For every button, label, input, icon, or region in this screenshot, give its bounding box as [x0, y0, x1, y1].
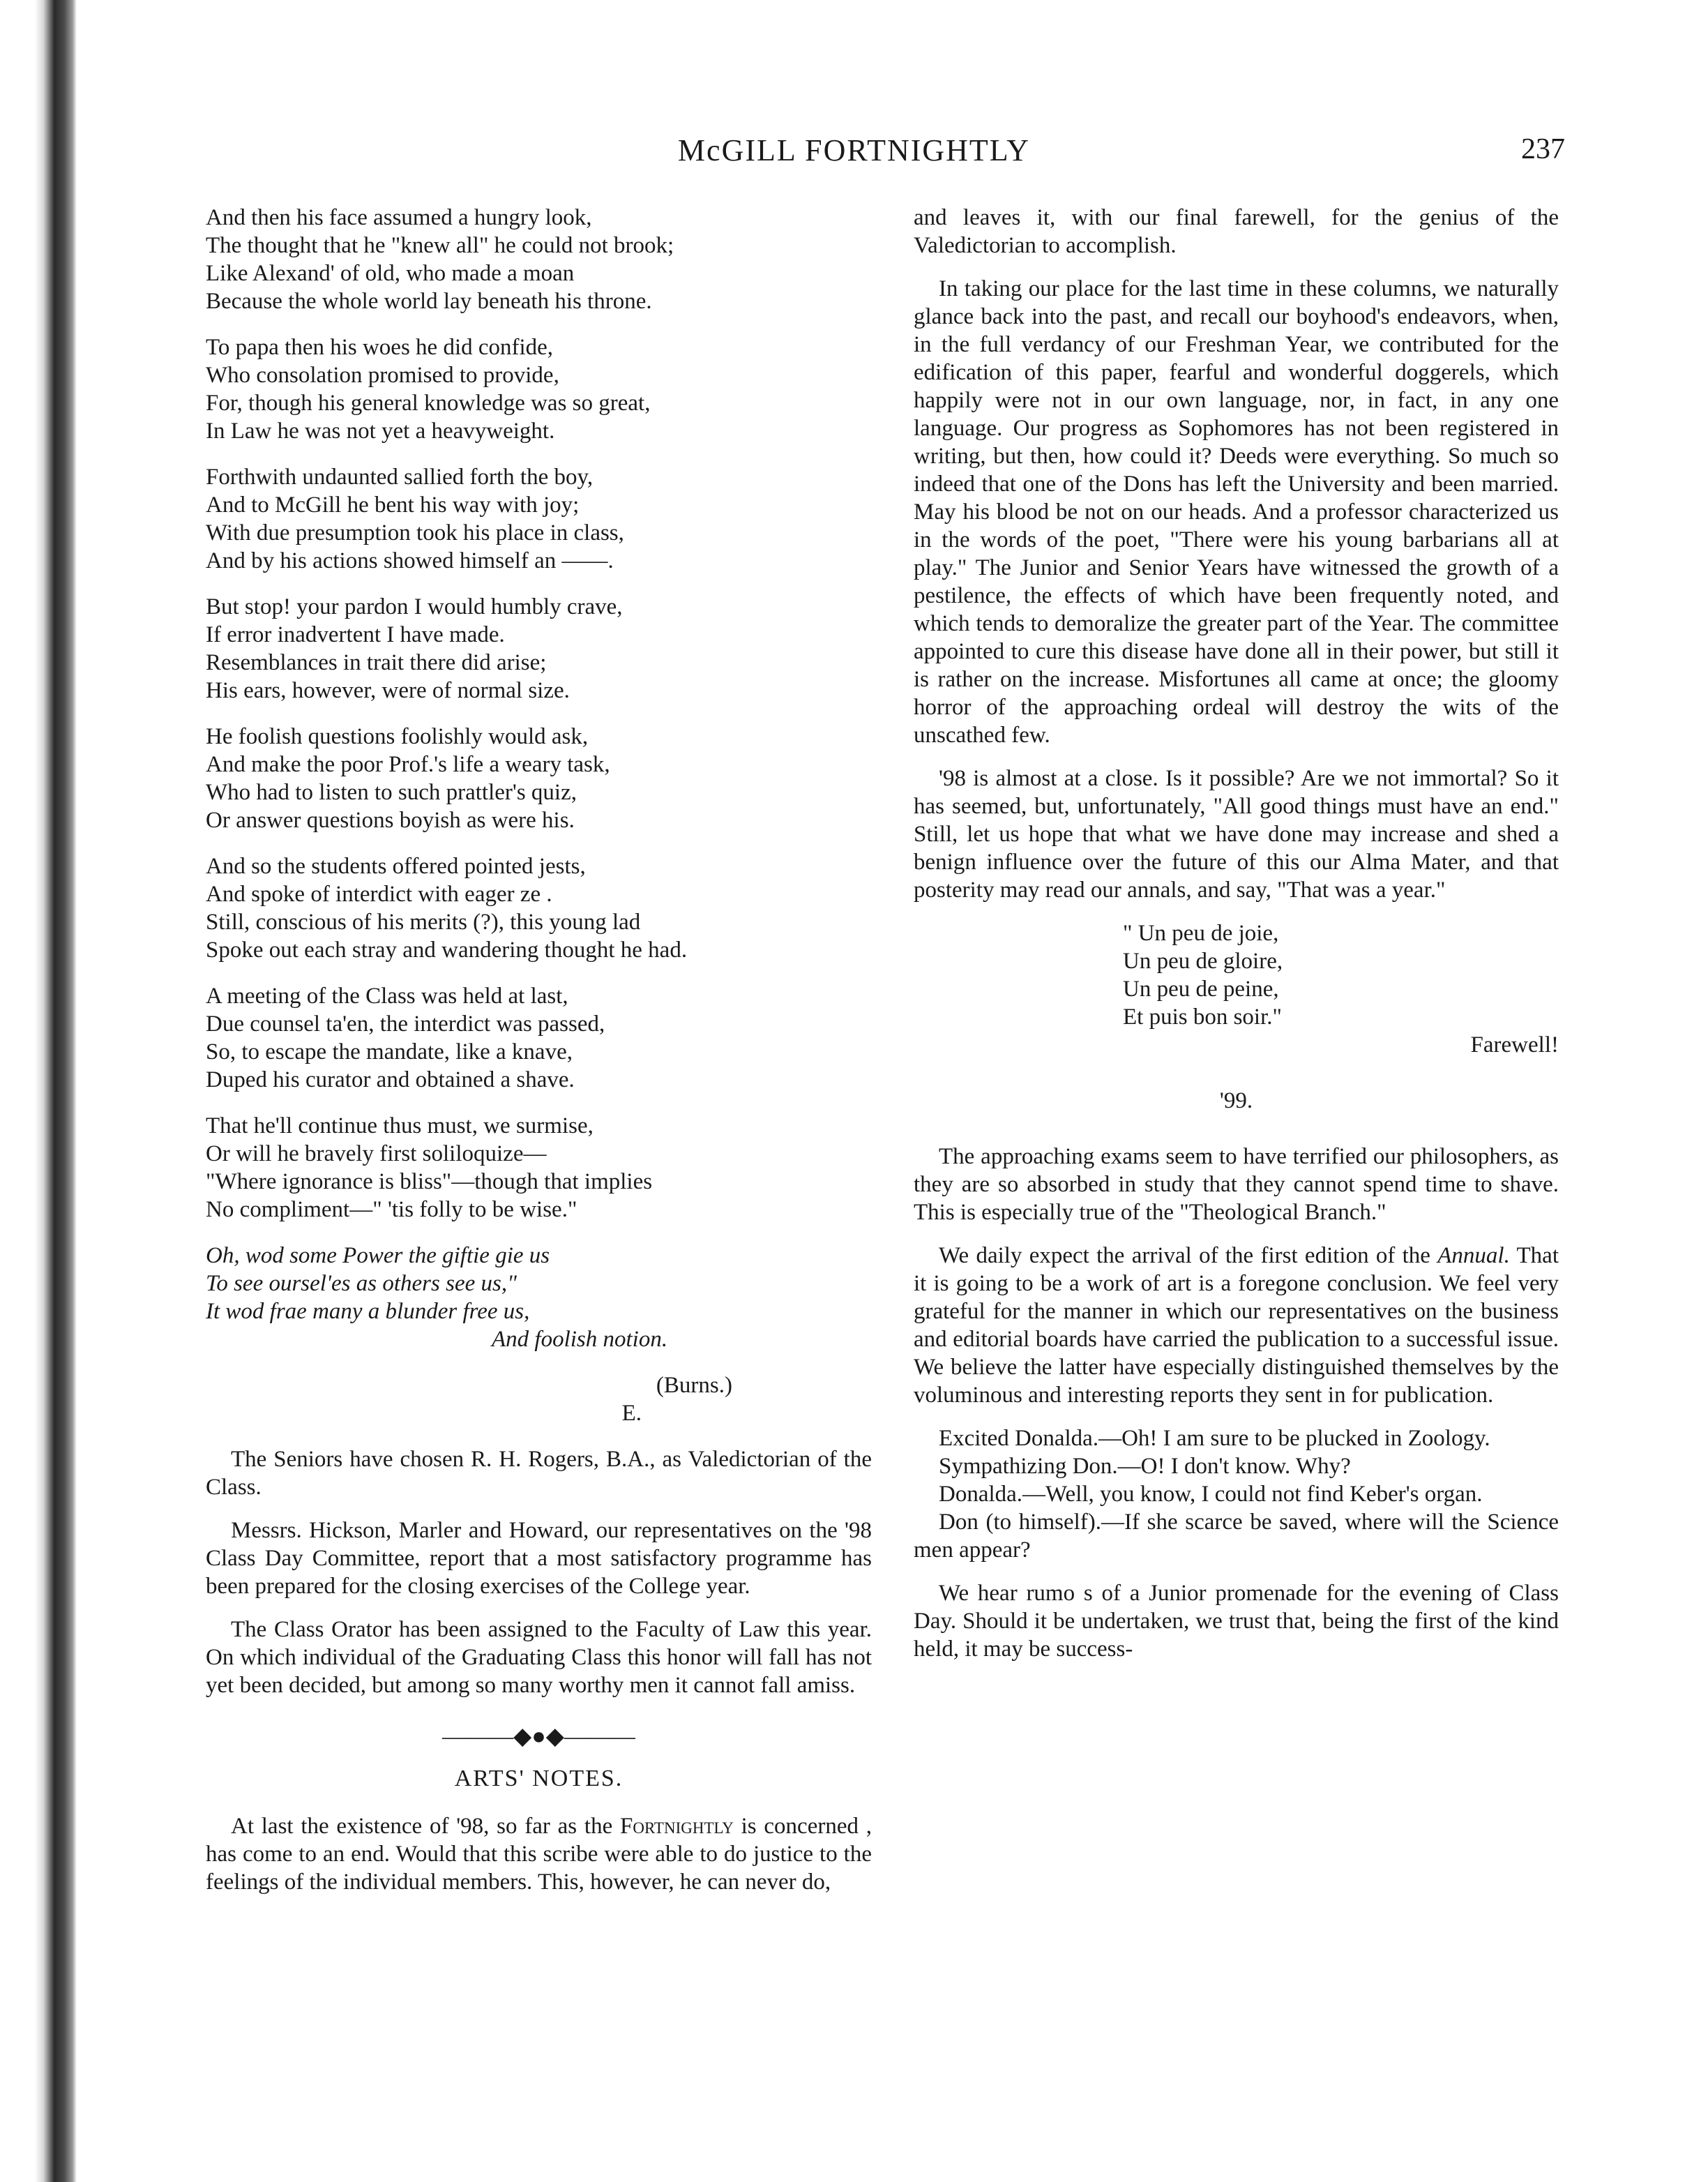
poem-line: Forthwith undaunted sallied forth the boy, [206, 465, 594, 490]
poem-line: So, to escape the mandate, like a knave, [206, 1039, 573, 1064]
poem-line: And by his actions showed himself an ——. [206, 548, 614, 573]
poem-line: Resemblances in trait there did arise; [206, 650, 547, 675]
poem-line: Like Alexand' of old, who made a moan [206, 261, 575, 286]
paragraph: Messrs. Hickson, Marler and Howard, our representatives on the '98 Class Day Committee, report that a most satisfactory programme has been prepared for the closing exercises of the College year. [206, 1518, 872, 1599]
poem-stanza [206, 723, 872, 834]
poem-line: And make the poor Prof.'s life a weary task, [206, 752, 610, 777]
paragraph: In taking our place for the last time in these columns, we naturally glance back into the past, and recall our boyhood's endeavors, when, in the full verdancy of our Freshman Year, we contributed for the edification of this paper, fearful and wonderful doggerels, which happily were not in our own language, nor, in fact, in any one language. Our progress as Sophomores has not been registered in writing, but then, how could it? Deeds were everything. So much so indeed that one of the Dons has left the University and been married. May his blood be not on our heads. And a professor characterized us in the words of the poet, "There were his young barbarians all at play." The Junior and Senior Years have witnessed the growth of a pestilence, the effects of which have been frequently noted, and which tends to demoralize the greater part of the Year. The committee appointed to cure this disease have done all in their power, but still it is rather on the increase. Misfortunes all came at once; the gloomy horror of the approaching ordeal will destroy the wits of the unscathed few. [914, 276, 1559, 748]
poem-line: Still, conscious of his merits (?), this young lad [206, 910, 641, 935]
poem-line: No compliment—" 'tis folly to be wise." [206, 1197, 577, 1222]
farewell-signoff: Farewell! [1470, 1032, 1559, 1058]
poem-line: And to McGill he bent his way with joy; [206, 492, 580, 518]
paragraph: We hear rumo s of a Junior promenade for the evening of Class Day. Should it be undertaken, we trust that, being the first of the kind held, it may be success- [914, 1581, 1559, 1662]
book-binding-edge [0, 0, 77, 2182]
poem-signature: E. [621, 1401, 642, 1426]
quote-source: (Burns.) [656, 1373, 732, 1398]
text-run: That it is going to be a work of art is a foregone conclusion. We feel very grateful for the manner in which our representatives on the business and editorial boards have carried the publication to a successful issue. We believe the latter have especially distinguished themselves by the voluminous and interesting reports they sent in for publication. [914, 1243, 1559, 1408]
poem-line: "Where ignorance is bliss"—though that implies [206, 1169, 653, 1194]
dialogue-line: Don (to himself).—If she scarce be saved, where will the Science men appear? [914, 1510, 1559, 1563]
verse-line: Un peu de peine, [1123, 977, 1279, 1002]
poem-line: Or answer questions boyish as were his. [206, 808, 575, 833]
left-column [206, 204, 872, 1911]
poem-stanza [206, 982, 872, 1094]
french-verse [1123, 919, 1559, 1031]
burns-quote [206, 1242, 872, 1353]
poem-line: But stop! your pardon I would humbly crave, [206, 594, 623, 619]
poem-stanza [206, 852, 872, 964]
page-header [0, 133, 1708, 181]
poem-line: Who had to listen to such prattler's quiz, [206, 780, 577, 805]
dialogue-line: Donalda.—Well, you know, I could not find Keber's organ. [939, 1482, 1483, 1507]
poem-stanza [206, 333, 872, 445]
poem-line: That he'll continue thus must, we surmise, [206, 1113, 594, 1138]
section-title: ARTS' NOTES. [454, 1766, 624, 1791]
fortnightly-name: Fortnightly [620, 1814, 734, 1839]
quote-line: Oh, wod some Power the giftie gie us [206, 1243, 550, 1268]
verse-line: Et puis bon soir." [1123, 1005, 1282, 1030]
poem-line: With due presumption took his place in class, [206, 520, 624, 546]
dialogue-line: Sympathizing Don.—O! I don't know. Why? [939, 1454, 1351, 1479]
poem-stanza [206, 593, 872, 705]
publication-title: McGILL FORTNIGHTLY [677, 133, 1031, 167]
poem-line: For, though his general knowledge was so great, [206, 391, 651, 416]
poem-line: In Law he was not yet a heavyweight. [206, 419, 555, 444]
poem [206, 204, 872, 1224]
verse-line: Un peu de gloire, [1123, 949, 1283, 974]
poem-line: And so the students offered pointed jests, [206, 854, 586, 879]
poem-stanza [206, 204, 872, 315]
quote-line: To see oursel'es as others see us," [206, 1271, 517, 1296]
right-column [914, 204, 1559, 1678]
poem-line: The thought that he "knew all" he could not brook; [206, 233, 674, 258]
paragraph: The Seniors have chosen R. H. Rogers, B.A., as Valedictorian of the Class. [206, 1447, 872, 1500]
poem-line: His ears, however, were of normal size. [206, 678, 570, 703]
quote-line: It wod frae many a blunder free us, [206, 1299, 530, 1324]
paragraph: and leaves it, with our final farewell, for the genius of the Valedictorian to accomplish. [914, 205, 1559, 258]
poem-stanza [206, 463, 872, 575]
poem-line: And then his face assumed a hungry look, [206, 205, 592, 230]
class-signature: '99. [1219, 1088, 1253, 1113]
section-divider-ornament: ———◆●◆——— [442, 1724, 635, 1750]
paragraph [914, 1242, 1559, 1409]
poem-line: If error inadvertent I have made. [206, 622, 505, 647]
paragraph [206, 1812, 872, 1896]
quote-line: And foolish notion. [492, 1327, 668, 1352]
poem-line: Duped his curator and obtained a shave. [206, 1067, 575, 1092]
annual-title: Annual. [1437, 1243, 1510, 1268]
poem-stanza [206, 1112, 872, 1224]
poem-line: Or will he bravely first soliloquize— [206, 1141, 547, 1166]
poem-line: A meeting of the Class was held at last, [206, 984, 568, 1009]
dialogue [914, 1424, 1559, 1564]
poem-line: Who consolation promised to provide, [206, 363, 559, 388]
dialogue-line: Excited Donalda.—Oh! I am sure to be plucked in Zoology. [939, 1426, 1490, 1451]
text-run: At last the existence of '98, so far as the [231, 1814, 620, 1839]
poem-line: To papa then his woes he did confide, [206, 335, 554, 360]
paragraph: The Class Orator has been assigned to the Faculty of Law this year. On which individual of the Graduating Class this honor will fall has not yet been decided, but among so many worthy men it cannot fall amiss. [206, 1617, 872, 1698]
page-number: 237 [1521, 133, 1565, 165]
text-run: We daily expect the arrival of the first edition of the [939, 1243, 1438, 1268]
verse-line: " Un peu de joie, [1123, 921, 1279, 946]
text-run: is concerned , has come to an end. Would that this scribe were able to do justice to the feelings of the individual members. This, however, he can never do, [206, 1814, 872, 1895]
poem-line: Spoke out each stray and wandering thought he had. [206, 938, 688, 963]
poem-line: He foolish questions foolishly would ask, [206, 724, 589, 749]
paragraph: The approaching exams seem to have terrified our philosophers, as they are so absorbed in study that they cannot spend time to shave. This is especially true of the "Theological Branch." [914, 1144, 1559, 1225]
poem-line: Because the whole world lay beneath his throne. [206, 289, 652, 314]
paragraph: '98 is almost at a close. Is it possible? Are we not immortal? So it has seemed, but, unfortunately, "All good things must have an end." Still, let us hope that what we have done may increase and shed a benign influence over the future of this our Alma Mater, and that posterity may read our annals, and say, "That was a year." [914, 766, 1559, 903]
poem-line: And spoke of interdict with eager ze . [206, 882, 552, 907]
poem-line: Due counsel ta'en, the interdict was passed, [206, 1011, 605, 1037]
